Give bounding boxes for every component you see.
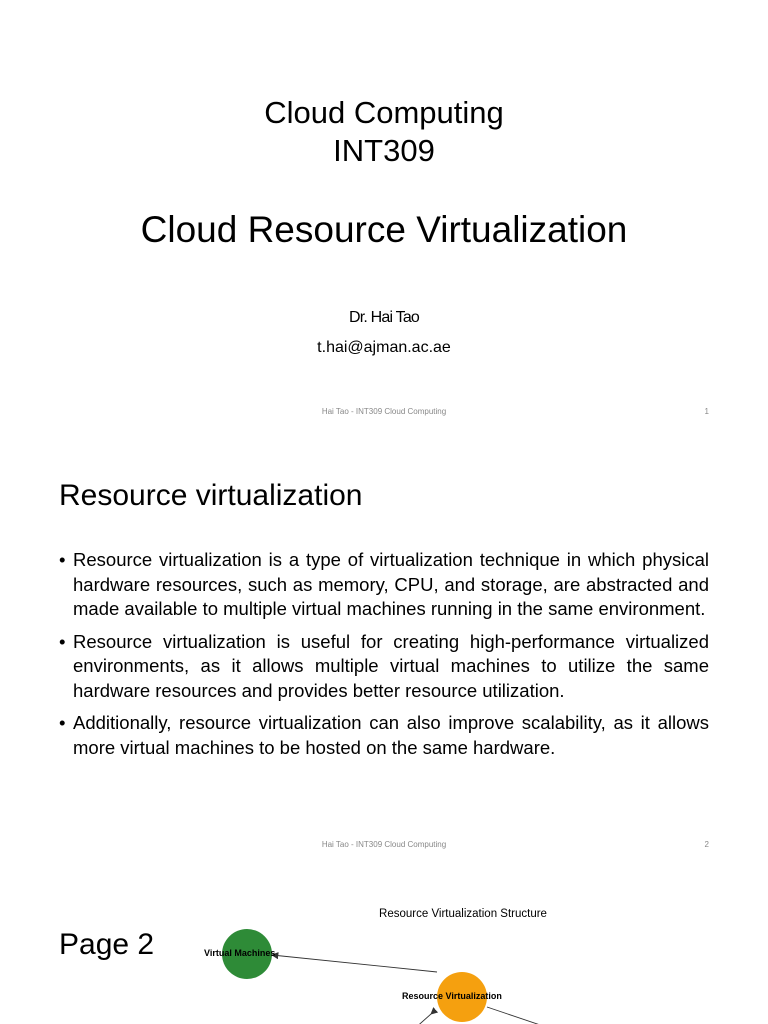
slide-1 — [0, 0, 768, 432]
slide-2 — [0, 432, 768, 865]
course-name: Cloud Computing — [264, 95, 504, 130]
edge-rv-down-left — [413, 1014, 431, 1024]
bullet-item: • Resource virtualization is a type of virtualization technique in which physical hardware resources, such as memory, CPU, and storage, are abstracted and made available to multiple virtual machines running in the same environment. — [59, 548, 709, 622]
resource-virtualization-label: Resource Virtualization — [402, 991, 502, 1001]
page-number: 1 — [704, 407, 709, 416]
virtual-machines-label: Virtual Machines — [204, 948, 276, 958]
slide-heading: Resource virtualization — [59, 479, 363, 512]
bullet-list — [59, 548, 709, 768]
slide-title — [0, 94, 768, 170]
diagram-title: Resource Virtualization Structure — [379, 908, 547, 920]
edge-rv-to-vm — [272, 955, 437, 972]
slide-footer: Hai Tao - INT309 Cloud Computing — [321, 840, 447, 849]
edge-rv-down-right — [487, 1007, 555, 1024]
author-name: Dr. Hai Tao — [348, 309, 420, 326]
bullet-item: • Resource virtualization is useful for creating high-performance virtualized environments, as it allows multiple virtual machines to utilize the same hardware resources and provides better resource utilization. — [59, 630, 709, 704]
slide-3 — [0, 865, 768, 1024]
page-label: Page 2 — [59, 928, 155, 961]
bullet-item: • Additionally, resource virtualization can also improve scalability, as it allows more virtual machines to be hosted on the same hardware. — [59, 711, 709, 760]
slide-footer: Hai Tao - INT309 Cloud Computing — [321, 407, 447, 416]
structure-diagram — [195, 865, 768, 1024]
page-number: 2 — [704, 840, 709, 849]
author-email: t.hai@ajman.ac.ae — [317, 339, 451, 356]
slide-subtitle: Cloud Resource Virtualization — [140, 209, 628, 250]
course-code: INT309 — [333, 133, 435, 168]
